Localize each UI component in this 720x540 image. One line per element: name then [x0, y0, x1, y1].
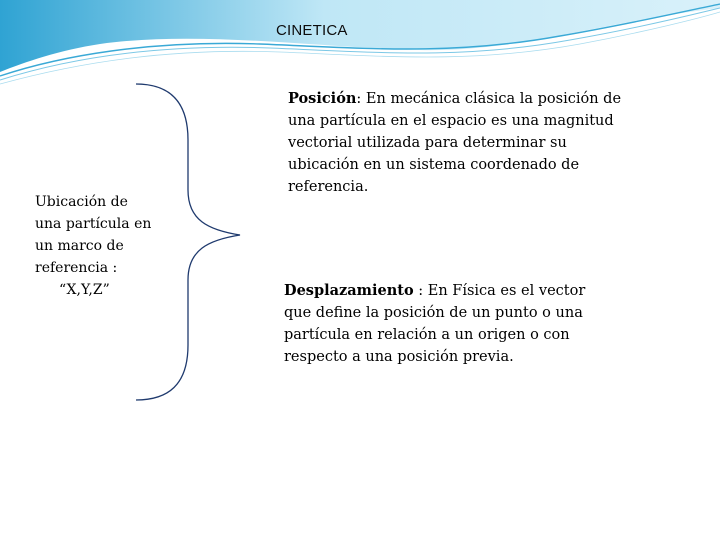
displacement-text: : En Física es el vector que define la posición de un punto o una partícula en relación a un origen o con respecto a una posición previa. — [284, 283, 586, 365]
slide-title: CINETICA — [276, 22, 348, 39]
curly-brace — [128, 80, 248, 405]
location-label-line-2: una partícula en — [35, 216, 152, 232]
displacement-definition — [284, 280, 614, 368]
location-label-line-4: referencia : — [35, 260, 118, 276]
position-text: : En mecánica clásica la posición de una partícula en el espacio es una magnitud vectorial utilizada para determinar su ubicación en un sistema coordenado de referencia. — [288, 91, 622, 195]
position-term: Posición — [288, 90, 357, 107]
location-label-line-1: Ubicación de — [35, 194, 128, 210]
location-label-line-3: un marco de — [35, 238, 124, 254]
header-wave-decoration — [0, 0, 720, 90]
coordinates-label: “X,Y,Z” — [59, 282, 110, 298]
position-definition — [288, 88, 628, 198]
displacement-term: Desplazamiento — [284, 282, 414, 299]
